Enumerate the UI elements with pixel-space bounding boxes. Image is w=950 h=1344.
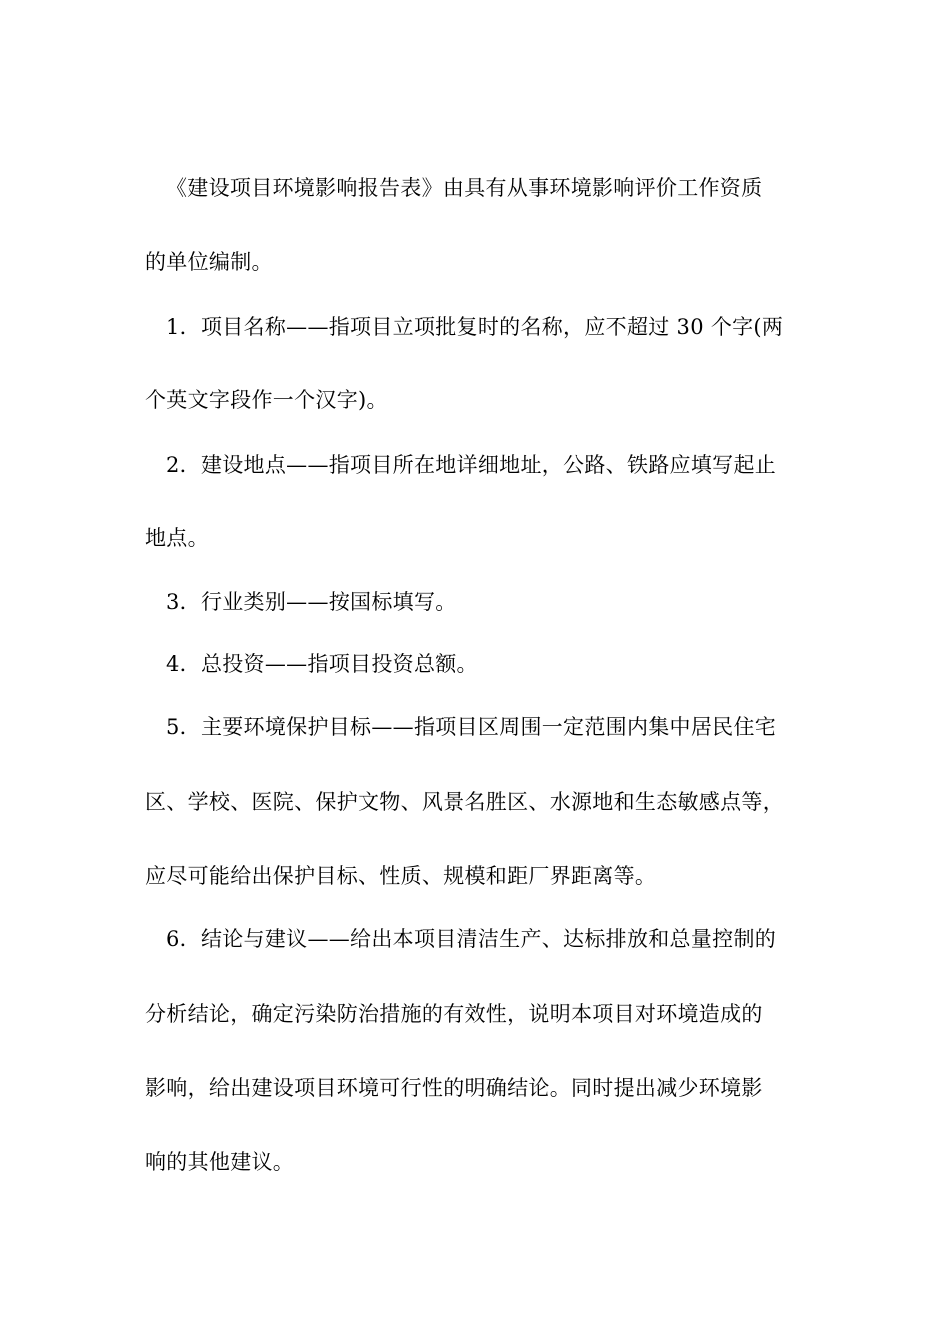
paragraph-intro-line-1: 《建设项目环境影响报告表》由具有从事环境影响评价工作资质 — [166, 176, 763, 200]
item-2-line-2: 地点。 — [145, 526, 209, 550]
item-1-line-2: 个英文字段作一个汉字)。 — [145, 388, 388, 412]
item-6-line-2: 分析结论，确定污染防治措施的有效性，说明本项目对环境造成的 — [145, 1002, 763, 1026]
item-2-line-1: 2．建设地点——指项目所在地详细地址，公路、铁路应填写起止 — [166, 453, 777, 477]
item-6-line-3: 影响，给出建设项目环境可行性的明确结论。同时提出减少环境影 — [145, 1076, 763, 1100]
item-4-line-1: 4．总投资——指项目投资总额。 — [166, 652, 478, 676]
item-5-line-3: 应尽可能给出保护目标、性质、规模和距厂界距离等。 — [145, 864, 657, 888]
item-5-line-1: 5．主要环境保护目标——指项目区周围一定范围内集中居民住宅 — [166, 715, 777, 739]
item-3-line-1: 3．行业类别——按国标填写。 — [166, 590, 457, 614]
item-1-line-1: 1．项目名称——指项目立项批复时的名称，应不超过 30 个字(两 — [166, 315, 784, 339]
item-6-line-1: 6．结论与建议——给出本项目清洁生产、达标排放和总量控制的 — [166, 927, 777, 951]
item-6-line-4: 响的其他建议。 — [145, 1150, 295, 1174]
item-5-line-2: 区、学校、医院、保护文物、风景名胜区、水源地和生态敏感点等， — [145, 790, 784, 814]
paragraph-intro-line-2: 的单位编制。 — [145, 250, 273, 274]
